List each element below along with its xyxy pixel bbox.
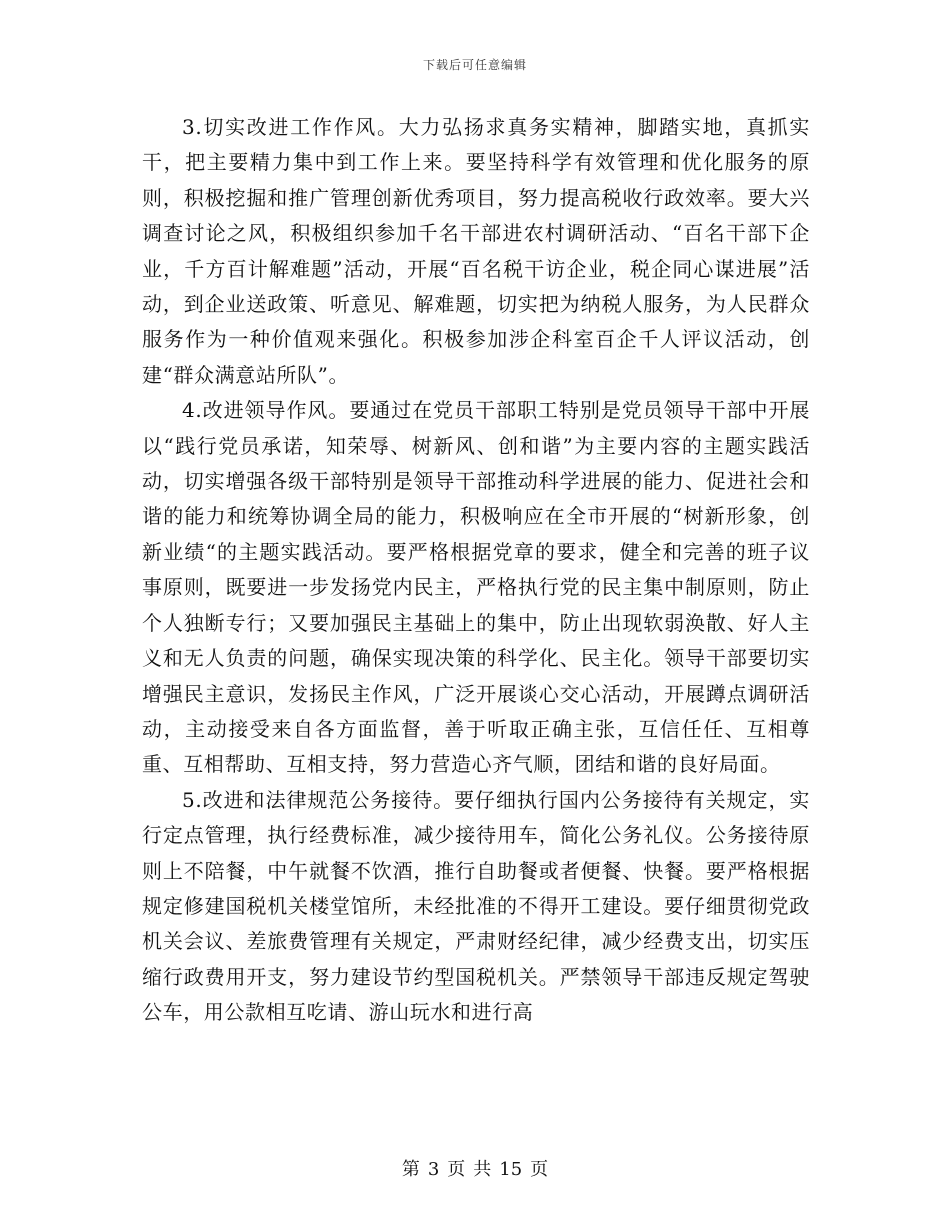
footer-page-number: 3 xyxy=(427,1159,440,1180)
paragraph-3: 3.切实改进工作作风。大力弘扬求真务实精神，脚踏实地，真抓实干，把主要精力集中到工作上来。要坚持科学有效管理和优化服务的原则，积极挖掘和推广管理创新优秀项目，努力提高税收行政效率。要大兴调查讨论之风，积极组织参加千名干部进农村调研活动、“百名干部下企业，千方百计解难题”活动，开展“百名税干访企业，税企同心谋进展”活动，到企业送政策、听意见、解难题，切实把为纳税人服务，为人民群众服务作为一种价值观来强化。积极参加涉企科室百企千人评议活动，创建“群众满意站所队”。 xyxy=(142,115,810,387)
footer-page-suffix: 页 xyxy=(530,1159,549,1180)
document-body xyxy=(142,110,810,1031)
footer-page-word: 页 xyxy=(447,1159,466,1180)
page-footer xyxy=(0,1155,950,1181)
footer-page-total: 15 xyxy=(499,1159,523,1180)
paragraph-5: 5.改进和法律规范公务接待。要仔细执行国内公务接待有关规定，实行定点管理，执行经费标准，减少接待用车，简化公务礼仪。公务接待原则上不陪餐，中午就餐不饮酒，推行自助餐或者便餐、快餐。要严格根据规定修建国税机关楼堂馆所，未经批准的不得开工建设。要仔细贯彻党政机关会议、差旅费管理有关规定，严肃财经纪律，减少经费支出，切实压缩行政费用开支，努力建设节约型国税机关。严禁领导干部违反规定驾驶公车，用公款相互吃请、游山玩水和进行高 xyxy=(142,787,810,1025)
page-header: 下载后可任意编辑 xyxy=(422,58,527,72)
footer-total-word: 共 xyxy=(473,1159,492,1180)
paragraph-4: 4.改进领导作风。要通过在党员干部职工特别是党员领导干部中开展以“践行党员承诺，知荣辱、树新风、创和谐”为主要内容的主题实践活动，切实增强各级干部特别是领导干部推动科学进展的能力、促进社会和谐的能力和统筹协调全局的能力，积极响应在全市开展的“树新形象，创新业绩“的主题实践活动。要严格根据党章的要求，健全和完善的班子议事原则，既要进一步发扬党内民主，严格执行党的民主集中制原则，防止个人独断专行；又要加强民主基础上的集中，防止出现软弱涣散、好人主义和无人负责的问题，确保实现决策的科学化、民主化。领导干部要切实增强民主意识，发扬民主作风，广泛开展谈心交心活动，开展蹲点调研活动，主动接受来自各方面监督，善于听取正确主张，互信任任、互相尊重、互相帮助、互相支持，努力营造心齐气顺，团结和谐的良好局面。 xyxy=(142,398,810,777)
footer-page-prefix: 第 xyxy=(401,1159,420,1180)
